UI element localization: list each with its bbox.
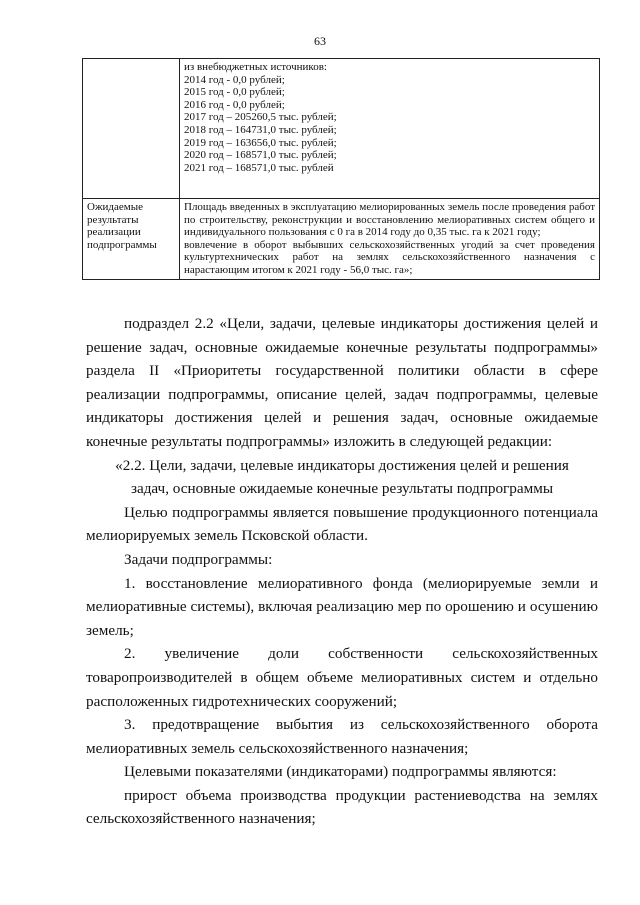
- funding-line: 2019 год – 163656,0 тыс. рублей;: [184, 136, 337, 149]
- funding-line: 2018 год – 164731,0 тыс. рублей;: [184, 123, 337, 136]
- section-heading: «2.2. Цели, задачи, целевые индикаторы достижения целей и решения: [115, 456, 569, 474]
- expected-results-label: Ожидаемые результаты реализации подпрограммы: [83, 199, 180, 280]
- paragraph: Целью подпрограммы является повышение продукционного потенциала мелиорируемых земель Псковской области.: [86, 503, 598, 545]
- page-number: 63: [314, 34, 326, 48]
- expected-result-paragraph: вовлечение в оборот выбывших сельскохозяйственных угодий за счет проведения культуртехнических работ на землях сельскохозяйственного назначения с нарастающим итогом к 2021 году - 56,0 тыс. га»;: [184, 238, 595, 276]
- funding-line: 2020 год – 168571,0 тыс. рублей;: [184, 149, 337, 162]
- list-item: 2. увеличение доли собственности сельскохозяйственных товаропроизводителей в общем объеме мелиоративных систем и отдельно расположенных гидротехнических сооружений;: [86, 645, 598, 710]
- funding-line: 2017 год – 205260,5 тыс. рублей;: [184, 111, 337, 124]
- body-text: [86, 312, 598, 831]
- list-item: 1. восстановление мелиоративного фонда (мелиорируемые земли и мелиоративные системы), включая реализацию мер по орошению и осушению земель;: [86, 574, 598, 639]
- paragraph: подраздел 2.2 «Цели, задачи, целевые индикаторы достижения целей и решение задач, основные ожидаемые конечные результаты подпрограммы» раздела II «Приоритеты государственной политики области в сфере реализации подпрограммы, описание целей, задач подпрограммы, целевые индикаторы достижения целей и решения задач, основные ожидаемые конечные результаты подпрограммы» изложить в следующей редакции:: [86, 315, 598, 450]
- expected-results-cell: [180, 199, 600, 280]
- paragraph: прирост объема производства продукции растениеводства на землях сельскохозяйственного назначения;: [86, 786, 598, 828]
- funding-line: 2016 год - 0,0 рублей;: [184, 98, 285, 111]
- funding-line: 2015 год - 0,0 рублей;: [184, 86, 285, 99]
- section-heading: задач, основные ожидаемые конечные результаты подпрограммы: [130, 480, 554, 498]
- table-row-label: [83, 59, 180, 199]
- expected-result-paragraph: Площадь введенных в эксплуатацию мелиорированных земель после проведения работ по строительству, реконструкции и восстановлению мелиоративных систем общего и индивидуального пользования с 0 га в 2014 году до 0,35 тыс. га к 2021 году;: [184, 201, 595, 239]
- table-row: [83, 59, 600, 199]
- funding-cell: [180, 59, 600, 199]
- subprogram-table: [82, 58, 600, 280]
- funding-line: из внебюджетных источников:: [184, 61, 327, 73]
- list-item: 3. предотвращение выбытия из сельскохозяйственного оборота мелиоративных земель сельскохозяйственного назначения;: [86, 716, 598, 757]
- funding-line: 2014 год - 0,0 рублей;: [184, 73, 285, 86]
- paragraph: Задачи подпрограммы:: [124, 550, 273, 568]
- funding-line: 2021 год – 168571,0 тыс. рублей: [184, 161, 334, 174]
- table-row: [83, 199, 600, 280]
- paragraph: Целевыми показателями (индикаторами) подпрограммы являются:: [124, 763, 557, 781]
